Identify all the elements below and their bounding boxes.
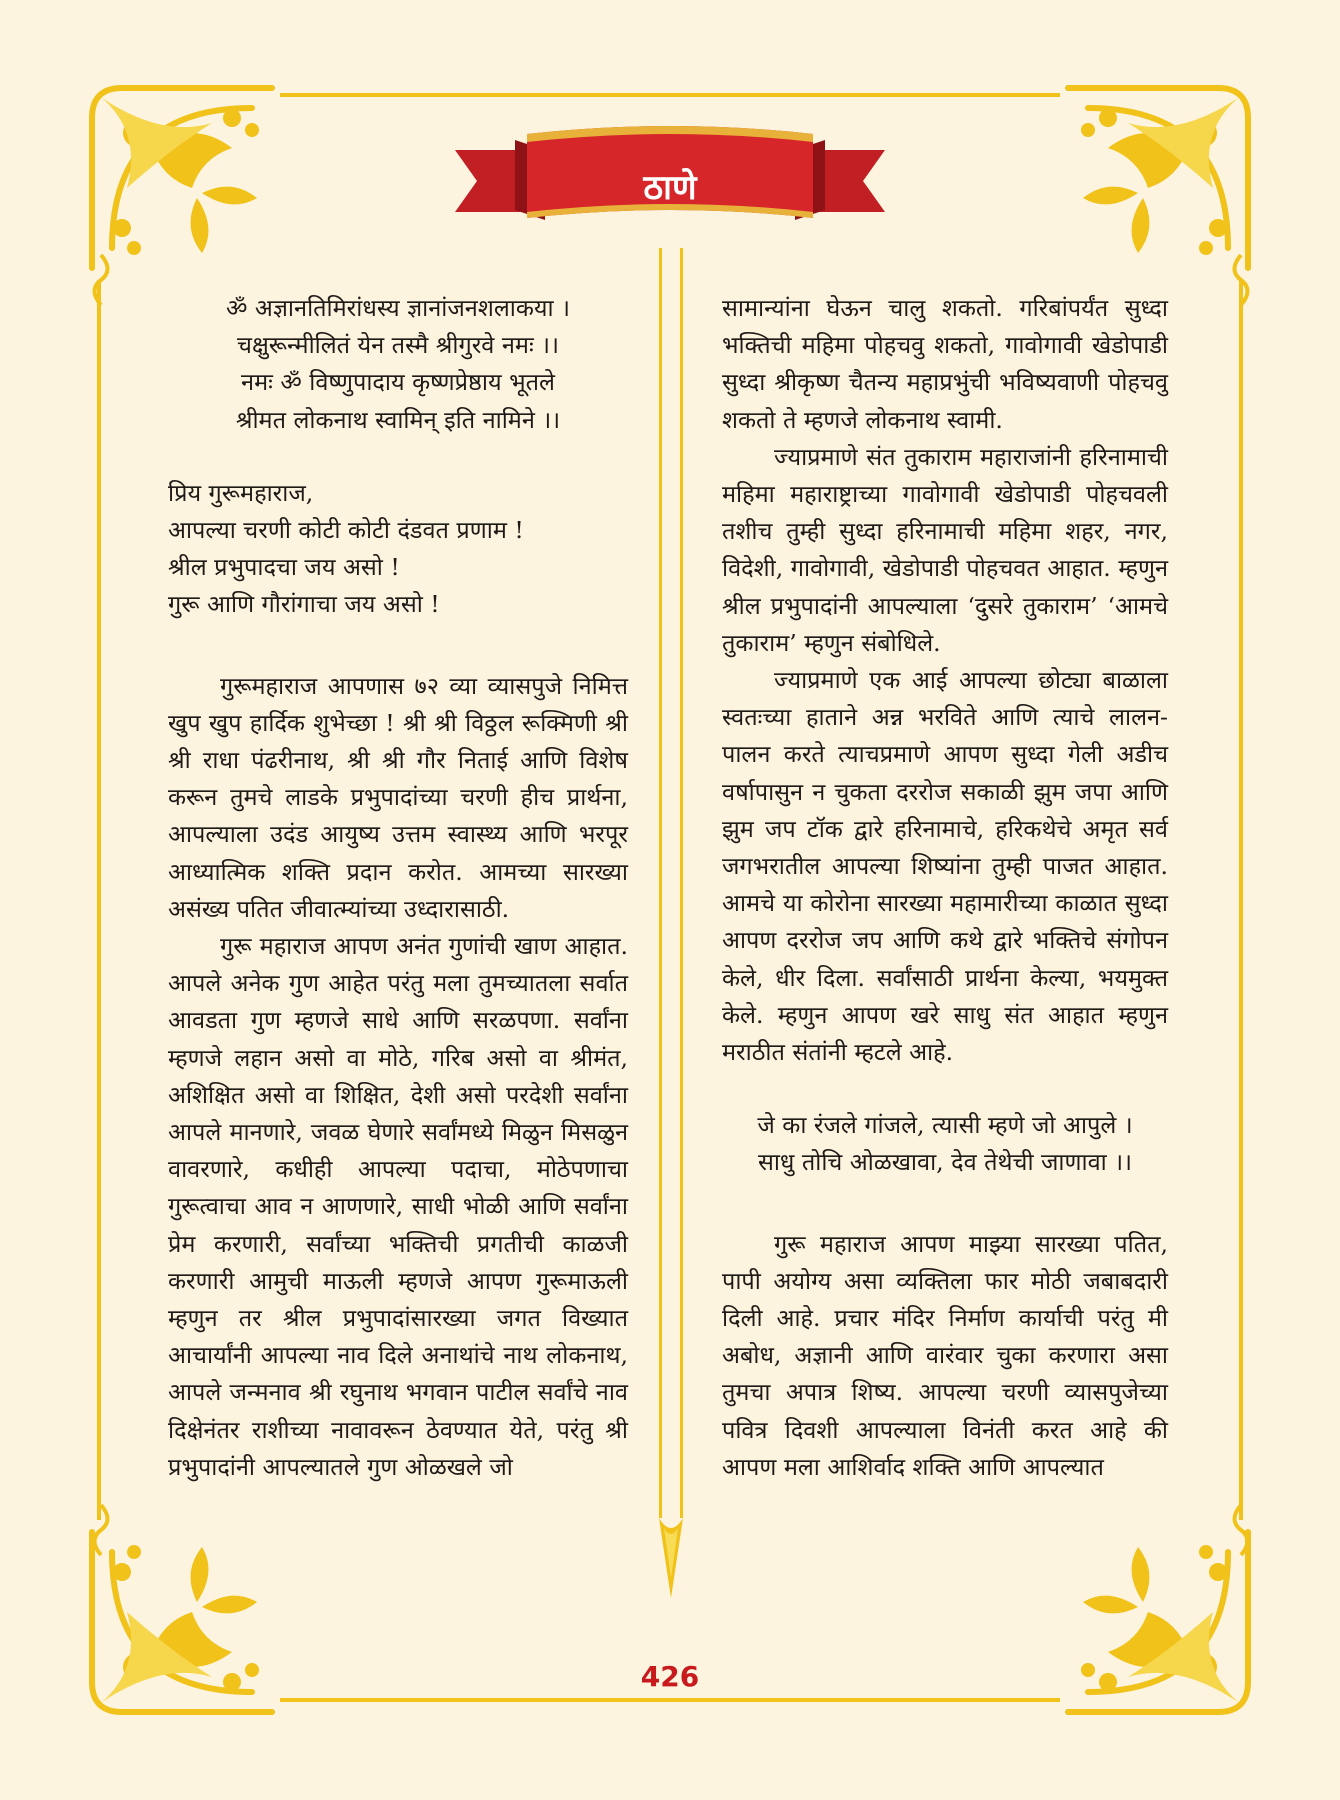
bottom-border-line xyxy=(280,1698,1060,1702)
body-paragraph: ज्याप्रमाणे संत तुकाराम महाराजांनी हरिनामाची महिमा महाराष्ट्राच्या गावोगावी खेडोपाडी पोहचवली तशीच तुम्ही सुध्दा हरिनामाची महिमा शहर, नगर, विदेशी, गावोगावी, खेडोपाडी पोहचवत आहात. म्हणुन श्रील प्रभुपादांनी आपल्याला ‘दुसरे तुकाराम’ ‘आमचे तुकाराम’ म्हणुन संबोधिले. xyxy=(722,442,1168,657)
right-flourish-icon xyxy=(1224,1500,1258,1560)
verse-line: साधु तोचि ओळखावा, देव तेथेची जाणावा ।। xyxy=(757,1148,1133,1177)
body-paragraph: ज्याप्रमाणे एक आई आपल्या छोट्या बाळाला स्वतःच्या हाताने अन्न भरविते आणि त्याचे लालन-पालन करते त्याचप्रमाणे आपण सुध्दा गेली अडीच वर्षापासुन न चुकता दररोज सकाळी झुम जपा आणि झुम जप टॉक द्वारे हरिनामाचे, हरिकथेचे अमृत सर्व जगभरातील आपल्या शिष्यांना तुम्ही पाजत आहात. आमचे या कोरोना सारख्या महामारीच्या काळात सुध्दा आपण दररोज जप आणि कथे द्वारे भक्तिचे संगोपन केले, धीर दिला. सर्वांसाठी प्रार्थना केल्या, भयमुक्त केले. म्हणुन आपण खरे साधु संत आहात म्हणुन मराठीत संतांनी म्हटले आहे. xyxy=(722,666,1168,1067)
right-flourish-icon xyxy=(1224,250,1258,310)
tukaram-verse xyxy=(722,1107,1168,1181)
body-paragraph: गुरूमहाराज आपणास ७२ व्या व्यासपुजे निमित्त खुप खुप हार्दिक शुभेच्छा ! श्री श्री विठ्ठल रूक्मिणी श्री श्री राधा पंढरीनाथ, श्री श्री गौर निताई आणि विशेष करून तुमचे लाडके प्रभुपादांच्या चरणी हीच प्रार्थना, आपल्याला उदंड आयुष्य उत्तम स्वास्थ्य आणि भरपूर आध्यात्मिक शक्ति प्रदान करोत. आमच्या सारख्या असंख्य पतित जीवात्म्यांच्या उध्दारासाठी. xyxy=(168,671,628,923)
tilak-divider-icon xyxy=(651,248,691,1598)
left-column xyxy=(168,290,628,1486)
page-number: 426 xyxy=(640,1660,700,1693)
greeting-line: आपल्या चरणी कोटी कोटी दंडवत प्रणाम ! xyxy=(168,516,524,545)
left-border-line xyxy=(97,280,101,1520)
top-border-line xyxy=(280,93,1060,97)
floral-corner-ornament-icon xyxy=(1058,78,1258,278)
body-paragraph: सामान्यांना घेऊन चालु शकतो. गरिबांपर्यंत सुध्दा भक्तिची महिमा पोहचवु शकतो, गावोगावी खेडोपाडी सुध्दा श्रीकृष्ण चैतन्य महाप्रभुंची भविष्यवाणी पोहचवु शकतो ते म्हणजे लोकनाथ स्वामी. xyxy=(722,294,1168,434)
page-title: ठाणे xyxy=(643,168,697,208)
left-flourish-icon xyxy=(84,1500,118,1560)
verse-line: ॐ अज्ञानतिमिरांधस्य ज्ञानांजनशलाकया । xyxy=(226,294,570,322)
greeting-line: श्रील प्रभुपादचा जय असो ! xyxy=(168,553,400,582)
greeting-line: प्रिय गुरूमहाराज, xyxy=(168,478,314,507)
invocation-verse xyxy=(168,290,628,439)
left-flourish-icon xyxy=(84,250,118,310)
floral-corner-ornament-icon xyxy=(82,78,282,278)
verse-line: नमः ॐ विष्णुपादाय कृष्णप्रेष्ठाय भूतले xyxy=(241,368,555,397)
verse-line: श्रीमत लोकनाथ स्वामिन् इति नामिने ।। xyxy=(235,405,561,434)
right-column xyxy=(722,290,1168,1486)
right-border-line xyxy=(1239,280,1243,1520)
verse-line: चक्षुरून्मीलितं येन तस्मै श्रीगुरवे नमः ।। xyxy=(237,331,559,360)
body-paragraph: गुरू महाराज आपण माझ्या सारख्या पतित, पापी अयोग्य असा व्यक्तिला फार मोठी जबाबदारी दिली आहे. प्रचार मंदिर निर्माण कार्याची परंतु मी अबोध, अज्ञानी आणि वारंवार चुका करणारा असा तुमचा अपात्र शिष्य. आपल्या चरणी व्यासपुजेच्या पवित्र दिवशी आपल्याला विनंती करत आहे की आपण मला आशिर्वाद शक्ति आणि आपल्यात xyxy=(722,1229,1168,1481)
body-paragraph: गुरू महाराज आपण अनंत गुणांची खाण आहात. आपले अनेक गुण आहेत परंतु मला तुमच्यातला सर्वात आवडता गुण म्हणजे साधे आणि सरळपणा. सर्वांना म्हणजे लहान असो वा मोठे, गरिब असो वा श्रीमंत, अशिक्षित असो वा शिक्षित, देशी असो परदेशी सर्वांना आपले मानणारे, जवळ घेणारे सर्वांमध्ये मिळुन मिसळुन वावरणारे, कधीही आपल्या पदाचा, मोठेपणाचा गुरूत्वाचा आव न आणणारे, साधी भोळी आणि सर्वांना प्रेम करणारी, सर्वांच्या भक्तिची प्रगतीची काळजी करणारी आमुची माऊली म्हणजे आपण गुरूमाऊली म्हणुन तर श्रील प्रभुपादांसारख्या जगत विख्यात आचार्यांनी आपल्या नाव दिले अनाथांचे नाथ लोकनाथ, आपले जन्मनाव श्री रघुनाथ भगवान पाटील सर्वांचे नाव दिक्षेनंतर राशीच्या नावावरून ठेवण्यात येते, परंतु श्री प्रभुपादांनी आपल्यातले गुण ओळखले जो xyxy=(168,932,628,1481)
verse-line: जे का रंजले गांजले, त्यासी म्हणे जो आपुले । xyxy=(757,1111,1133,1140)
greeting-block xyxy=(168,475,628,624)
greeting-line: गुरू आणि गौरांगाचा जय असो ! xyxy=(168,590,440,619)
